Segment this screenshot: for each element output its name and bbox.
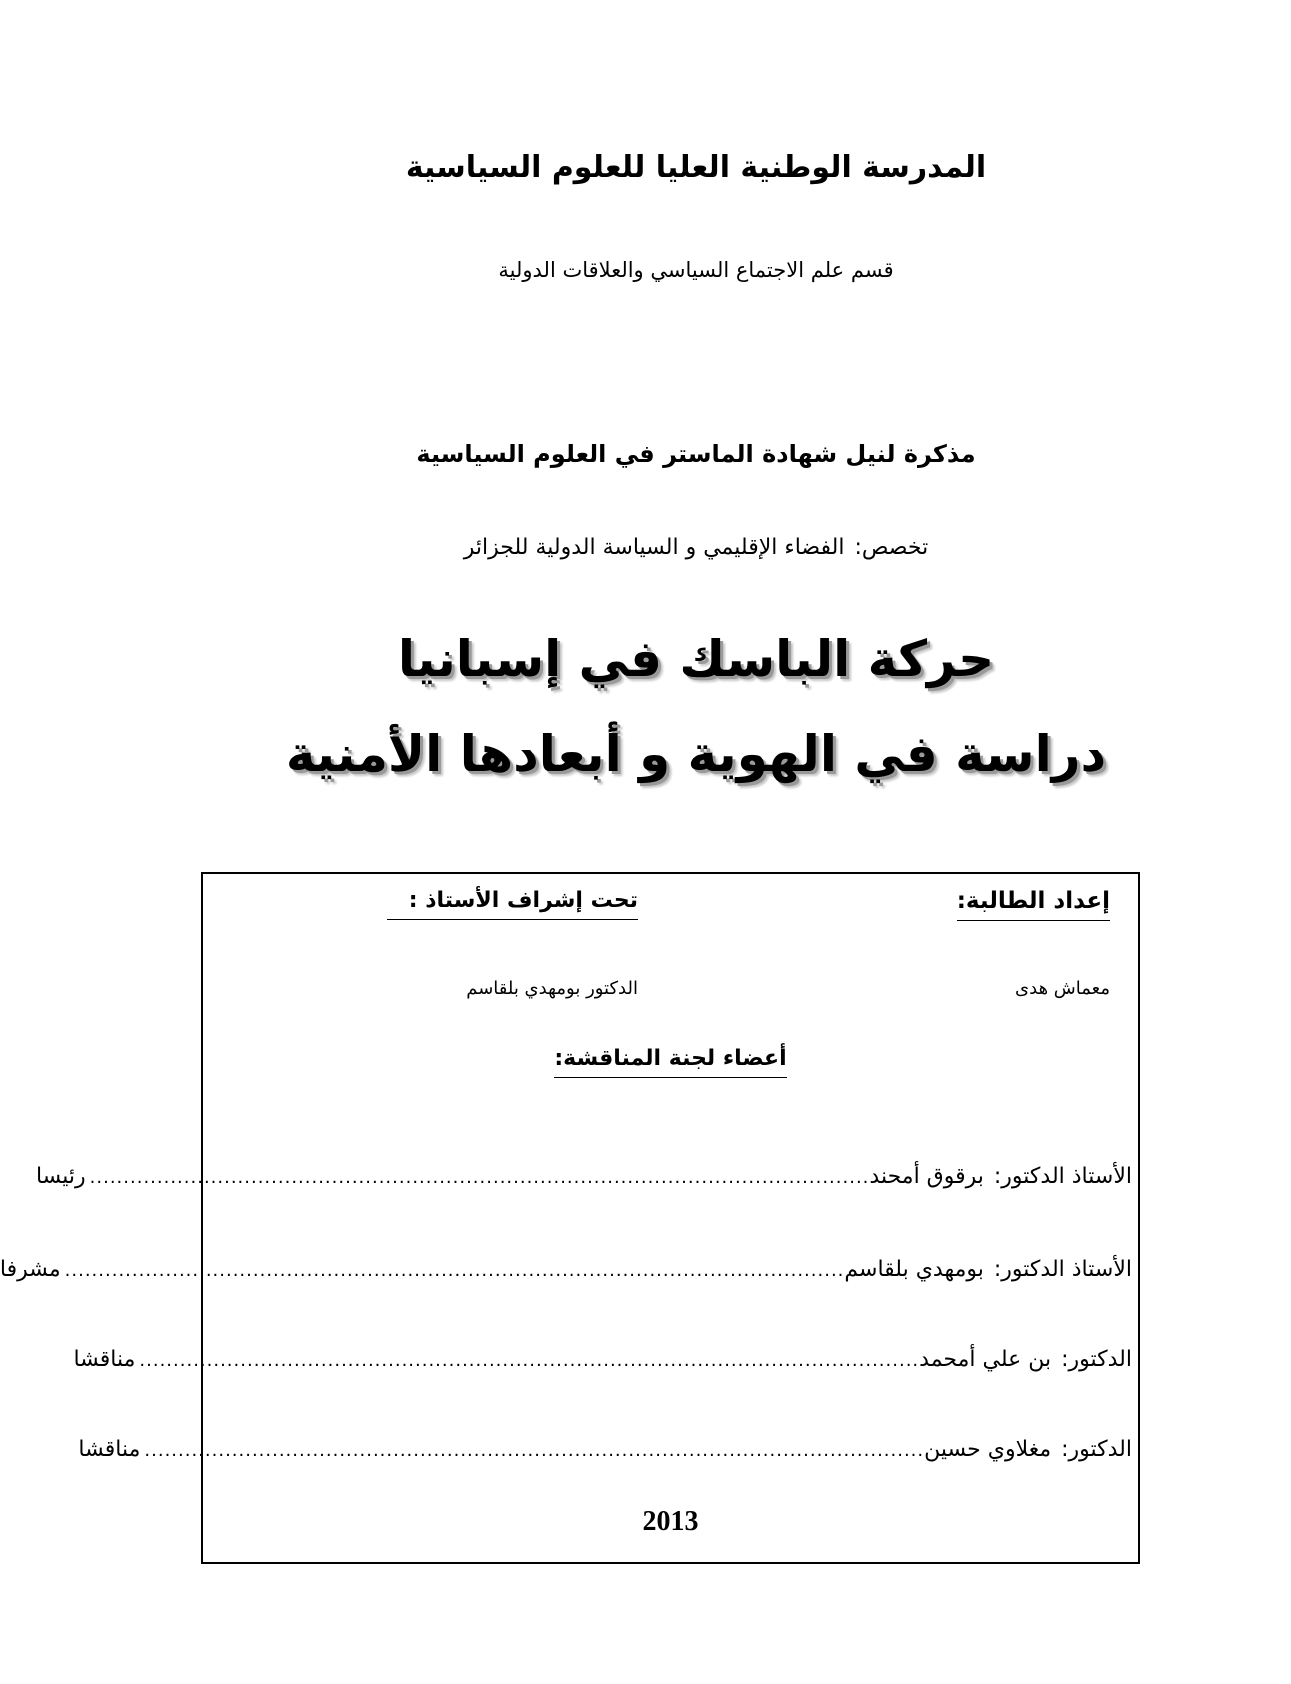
dotted-leader: .................................................................................................................... [139,1350,920,1371]
dotted-leader: .................................................................................................................... [89,1167,870,1188]
member-title: الدكتور: [1061,1437,1132,1462]
specialization-value: الفضاء الإقليمي و السياسة الدولية للجزائر [463,535,845,560]
committee-heading-text: أعضاء لجنة المناقشة: [554,1046,786,1078]
committee-member-row [0,1257,1132,1293]
committee-member-row [78,1437,1132,1473]
dotted-leader: .................................................................................................................... [64,1260,845,1281]
dotted-leader: .................................................................................................................... [144,1440,925,1461]
specialization-line [101,535,1291,560]
member-name: بومهدي بلقاسم [844,1257,984,1282]
student-name: معماش هدى [1015,978,1110,999]
member-role: مناقشا [78,1437,141,1462]
member-role: مشرفا [0,1257,61,1282]
member-title: الأستاذ الدكتور: [993,1164,1132,1189]
member-name: برقوق أمحند [869,1164,984,1189]
member-role: مناقشا [73,1347,136,1372]
year: 2013 [642,1506,699,1537]
member-name: مغلاوي حسين [924,1437,1052,1462]
thesis-title-line-1: حركة الباسك في إسبانيا [397,630,995,688]
committee-box [0,872,1140,1564]
member-role: رئيسا [35,1164,86,1189]
supervisor-name: الدكتور بومهدي بلقاسم [466,978,638,999]
specialization-label: تخصص: [854,535,929,560]
supervisor-heading: تحت إشراف الأستاذ : [387,888,638,920]
student-heading: إعداد الطالبة: [957,888,1110,921]
member-title: الأستاذ الدكتور: [993,1257,1132,1282]
member-name: بن علي أمحمد [919,1347,1052,1372]
thesis-degree: مذكرة لنيل شهادة الماستر في العلوم السياسية [416,440,976,468]
committee-member-row [35,1164,1132,1200]
committee-member-row [73,1347,1132,1383]
member-title: الدكتور: [1061,1347,1132,1372]
school-name: المدرسة الوطنية العليا للعلوم السياسية [405,150,987,185]
committee-heading [203,1046,1138,1071]
thesis-title-line-2: دراسة في الهوية و أبعادها الأمنية [285,725,1107,783]
department-name: قسم علم الاجتماع السياسي والعلاقات الدولية [498,258,894,282]
